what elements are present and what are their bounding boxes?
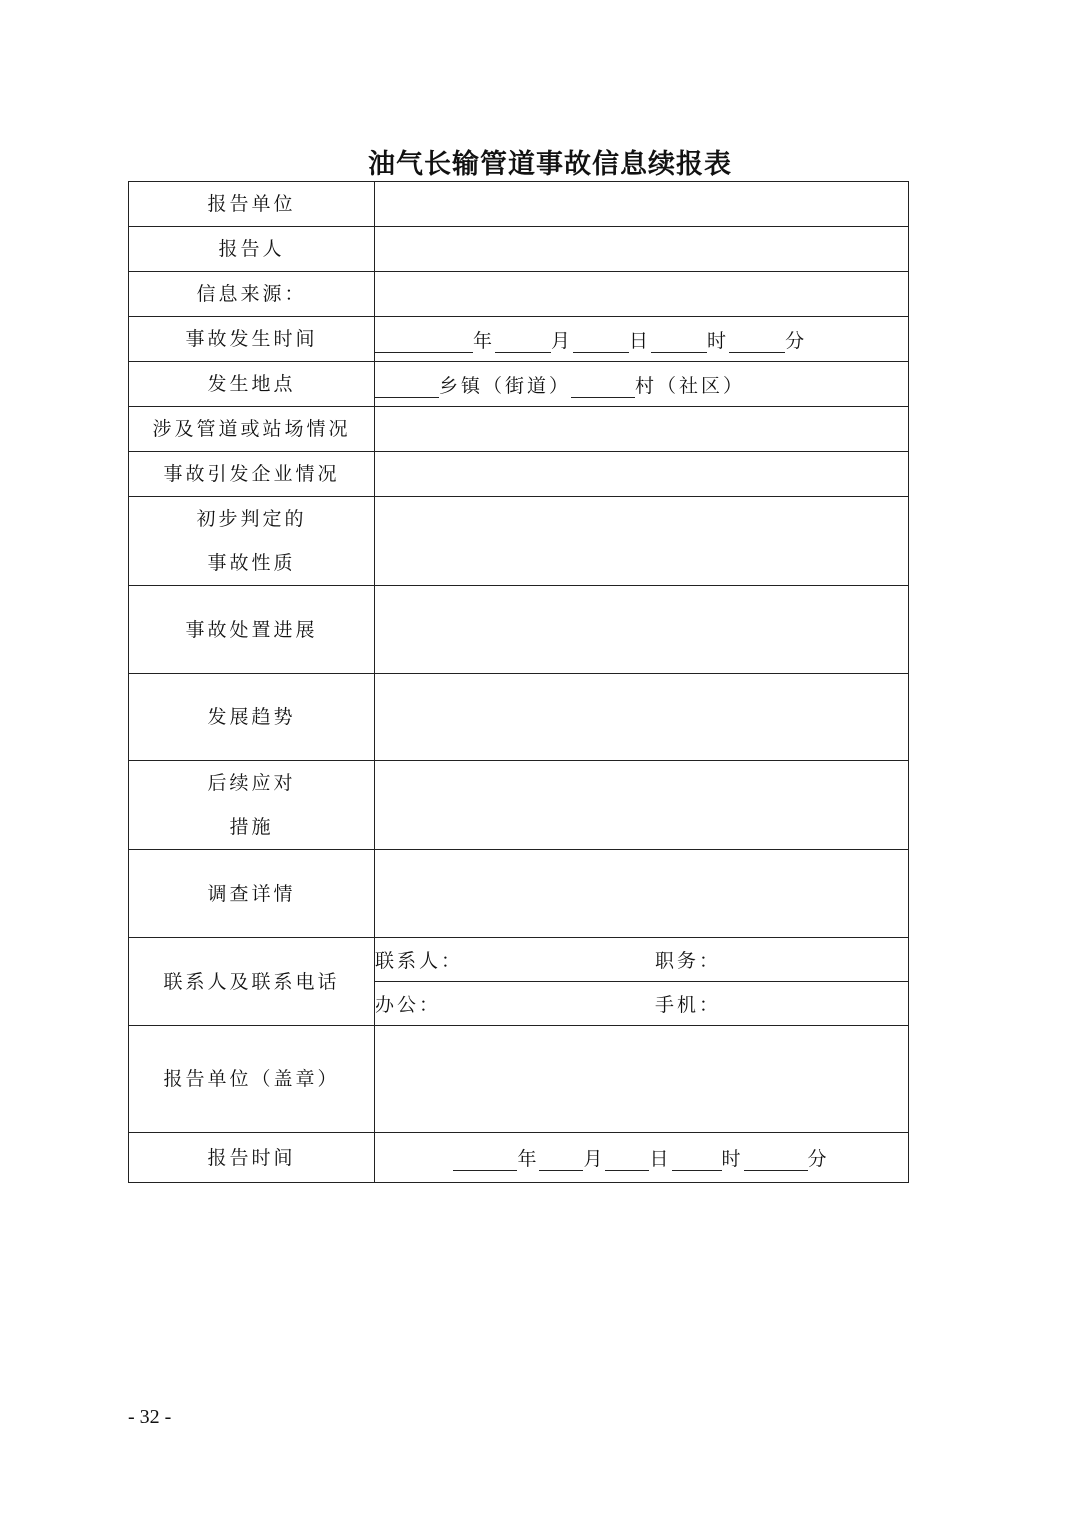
label-accident-nature-line2: 事故性质 [207, 552, 296, 574]
field-investigation[interactable] [375, 850, 909, 938]
unit-report-month: 月 [583, 1148, 606, 1170]
field-contact-row2[interactable] [375, 982, 909, 1026]
field-seal[interactable] [375, 1026, 909, 1133]
field-report-time[interactable] [375, 1133, 909, 1183]
blank-month[interactable] [495, 330, 551, 353]
field-location[interactable] [375, 362, 909, 407]
label-followup-measures [129, 761, 375, 850]
field-reporter[interactable] [375, 227, 909, 272]
label-village: 村（社区） [635, 374, 746, 397]
unit-report-hour: 时 [721, 1148, 744, 1170]
label-contact-person: 联系人： [375, 950, 464, 972]
blank-report-minute[interactable] [744, 1148, 808, 1171]
report-form-table [128, 181, 909, 1183]
label-pipeline-station: 涉及管道或站场情况 [129, 407, 375, 452]
label-location: 发生地点 [129, 362, 375, 407]
label-reporter: 报告人 [129, 227, 375, 272]
label-enterprise-situation: 事故引发企业情况 [129, 452, 375, 497]
blank-year[interactable] [375, 330, 473, 353]
unit-report-year: 年 [517, 1148, 540, 1170]
unit-month: 月 [551, 329, 574, 352]
label-reporting-unit: 报告单位 [129, 182, 375, 227]
label-township: 乡镇（街道） [439, 374, 572, 397]
field-followup-measures[interactable] [375, 761, 909, 850]
label-investigation: 调查详情 [129, 850, 375, 938]
field-accident-time[interactable] [375, 317, 909, 362]
blank-report-year[interactable] [453, 1148, 517, 1171]
unit-report-day: 日 [649, 1148, 672, 1170]
label-disposal-progress: 事故处置进展 [129, 586, 375, 674]
field-contact-row1[interactable] [375, 938, 909, 982]
field-info-source[interactable] [375, 272, 909, 317]
label-report-time: 报告时间 [129, 1133, 375, 1183]
blank-minute[interactable] [729, 330, 785, 353]
label-contact: 联系人及联系电话 [129, 938, 375, 1026]
label-accident-nature-line1: 初步判定的 [196, 508, 307, 530]
label-mobile-phone: 手机： [655, 994, 722, 1016]
blank-village[interactable] [571, 375, 635, 398]
label-followup-line2: 措施 [229, 816, 274, 838]
unit-day: 日 [629, 329, 652, 352]
page-title: 油气长输管道事故信息续报表 [368, 149, 732, 180]
unit-report-minute: 分 [807, 1148, 830, 1170]
label-office-phone: 办公： [375, 994, 442, 1016]
blank-report-hour[interactable] [672, 1148, 722, 1171]
blank-township[interactable] [375, 375, 439, 398]
label-position: 职务： [655, 950, 722, 972]
unit-hour: 时 [707, 329, 730, 352]
label-accident-nature [129, 497, 375, 586]
field-trend[interactable] [375, 674, 909, 761]
blank-report-day[interactable] [605, 1148, 649, 1171]
label-followup-line1: 后续应对 [207, 772, 296, 794]
page-number: - 32 - [128, 1406, 172, 1428]
unit-year: 年 [473, 329, 496, 352]
label-accident-time: 事故发生时间 [129, 317, 375, 362]
blank-day[interactable] [573, 330, 629, 353]
blank-hour[interactable] [651, 330, 707, 353]
label-trend: 发展趋势 [129, 674, 375, 761]
unit-minute: 分 [785, 329, 808, 352]
field-enterprise-situation[interactable] [375, 452, 909, 497]
field-reporting-unit[interactable] [375, 182, 909, 227]
field-pipeline-station[interactable] [375, 407, 909, 452]
label-seal: 报告单位（盖章） [129, 1026, 375, 1133]
blank-report-month[interactable] [539, 1148, 583, 1171]
label-info-source: 信息来源： [129, 272, 375, 317]
field-disposal-progress[interactable] [375, 586, 909, 674]
field-accident-nature[interactable] [375, 497, 909, 586]
